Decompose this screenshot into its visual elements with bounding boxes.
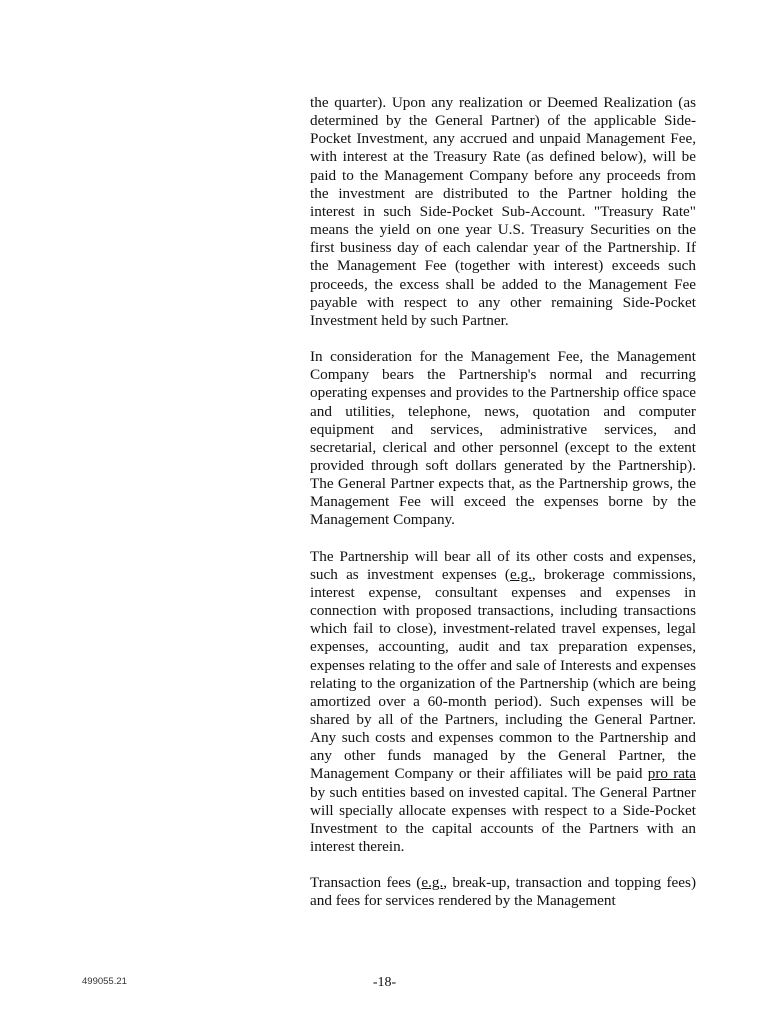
text-run: Transaction fees (	[310, 874, 422, 892]
text-run: , break-up, transaction and topping fees) and fees for services rendered by the Management	[310, 874, 696, 910]
text-run: the quarter). Upon any realization or Deemed Realization (as determined by the General Partner) of the applicable Side-Pocket Investment, any accrued and unpaid Management Fee, with interest at the Treasury Rate (as defined below), will be paid to the Management Company before any proceeds from the investment are distributed to the Partner holding the interest in such Side-Pocket Sub-Account. "Treasury Rate" means the yield on one year U.S. Treasury Securities on the first business day of each calendar year of the Partnership. If the Management Fee (together with interest) exceeds such proceeds, the excess shall be added to the Management Fee payable with respect to any other remaining Side-Pocket Investment held by such Partner.	[310, 94, 696, 329]
text-run: , brokerage commissions, interest expense, consultant expenses and expenses in connection with proposed transactions, including transactions which fail to close), investment-related travel expenses, legal expenses, accounting, audit and tax preparation expenses, expenses relating to the offer and sale of Interests and expenses relating to the organization of the Partnership (which are being amortized over a 60-month period). Such expenses will be shared by all of the Partners, including the General Partner. Any such costs and expenses common to the Partnership and any other funds managed by the General Partner, the Management Company or their affiliates will be paid	[310, 565, 696, 783]
underlined-text: e.g.	[509, 565, 532, 583]
paragraph	[310, 548, 696, 857]
document-id: 499055.21	[82, 976, 127, 987]
body-text-column	[310, 94, 696, 911]
underlined-text: pro rata	[647, 765, 696, 783]
paragraph	[310, 94, 696, 330]
underlined-text: e.g.	[421, 874, 444, 892]
text-run: In consideration for the Management Fee, the Management Company bears the Partnership's normal and recurring operating expenses and provides to the Partnership office space and utilities, telephone, news, quotation and computer equipment and services, administrative services, and secretarial, clerical and other personnel (except to the extent provided through soft dollars generated by the Partnership). The General Partner expects that, as the Partnership grows, the Management Fee will exceed the expenses borne by the Management Company.	[310, 348, 696, 529]
paragraph	[310, 348, 696, 530]
text-run: by such entities based on invested capital. The General Partner will specially allocate expenses with respect to a Side-Pocket Investment to the capital accounts of the Partners with an interest therein.	[310, 783, 696, 856]
page-number-container	[0, 975, 779, 991]
page-number: -18-	[372, 975, 397, 990]
text-run: The Partnership will bear all of its other costs and expenses, such as investment expenses (	[310, 547, 696, 583]
paragraph	[310, 874, 696, 910]
